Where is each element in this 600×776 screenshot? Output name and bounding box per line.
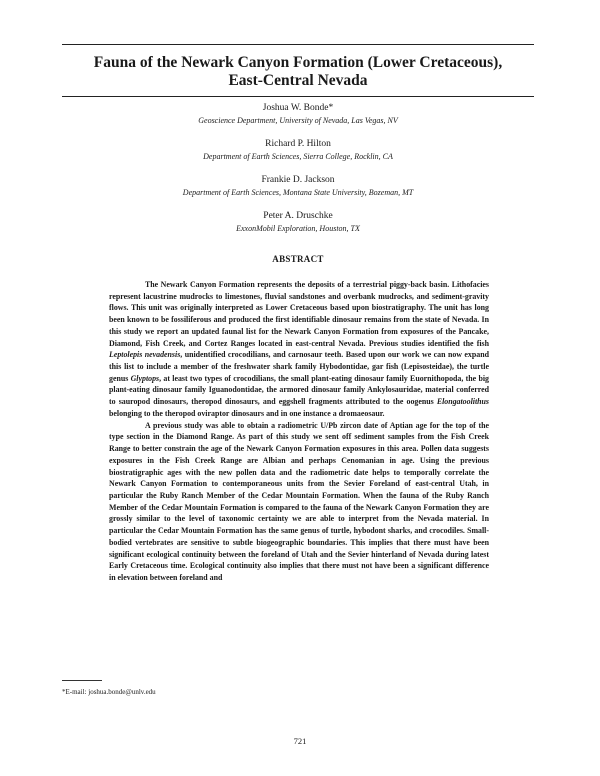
abstract-body bbox=[109, 279, 489, 584]
footnote-email: *E-mail: joshua.bonde@unlv.edu bbox=[62, 688, 156, 696]
footnote-rule bbox=[62, 680, 102, 681]
title-top-rule bbox=[62, 44, 534, 45]
author-name: Joshua W. Bonde* bbox=[262, 103, 334, 113]
abstract-text: The Newark Canyon Formation represents the deposits of a terrestrial piggy-back basin. Lithofacies represent lacustrine mudrocks to limestones, fluvial sandstones and overbank mudrocks, and sediment-gravity flows. This unit was originally interpreted as Lower Cretaceous based upon biostratigraphy. The unit has long been known to be fossiliferous and produced the first identifiable dinosaur remains from the state of Nevada. In this study we report an updated faunal list for the Newark Canyon Formation from exposures of the Pancake, Diamond, Fish Creek, and Cortez Ranges located in east-central Nevada. Previous studies identified the fish bbox=[109, 280, 489, 348]
author-affiliation: Geoscience Department, University of Nevada, Las Vegas, NV bbox=[198, 116, 398, 125]
taxon-name: Glyptops bbox=[130, 373, 160, 383]
page-number: 721 bbox=[293, 736, 307, 746]
author-name: Frankie D. Jackson bbox=[261, 175, 335, 185]
title-bottom-rule bbox=[62, 96, 534, 97]
abstract-text: belonging to the theropod oviraptor dinosaurs and in one instance a dromaeosaur. bbox=[109, 408, 385, 418]
abstract-paragraph-1 bbox=[109, 279, 489, 420]
taxon-name: Elongatoolithus bbox=[436, 397, 489, 407]
author-affiliation: Department of Earth Sciences, Sierra College, Rocklin, CA bbox=[203, 152, 393, 161]
title-line-2: East-Central Nevada bbox=[228, 72, 368, 89]
abstract-text: , at least two types of crocodilians, the small plant-eating dinosaur family Euornithopoda, the big plant-eating dinosaur family Iguanodontidae, the armored dinosaur family Ankylosauridae, material conferred to sauropod dinosaurs, theropod dinosaurs, and eggshell fragments attributed to the oogenus bbox=[109, 373, 489, 407]
author-name: Peter A. Druschke bbox=[263, 211, 333, 221]
taxon-name: Leptolepis nevadensis bbox=[109, 350, 181, 360]
author-name: Richard P. Hilton bbox=[265, 139, 331, 149]
abstract-text: , unidentified crocodilians, and carnosaur teeth. Based upon our work we can now expand this list to include a member of the freshwater shark family Hybodontidae, gar fish (Lepisosteidae), the turtle genus bbox=[109, 350, 489, 383]
abstract-paragraph-2: A previous study was able to obtain a radiometric U/Pb zircon date of Aptian age for the top of the type section in the Diamond Range. As part of this study we sent off sediment samples from the Fish Creek Range to better constrain the age of the Newark Canyon Formation exposures in this area. Pollen data suggests exposures in the Fish Creek Range are Albian and perhaps Cenomanian in age. Using the previous biostratigraphic ages with the new pollen data and the radiometric date helps to temporally correlate the Newark Canyon Formation to contemporaneous units from the Sevier Foreland of east-central Utah, in particular the Ruby Ranch Member of the Cedar Mountain Formation. When the fauna of the Ruby Ranch Member of the Cedar Mountain Formation is compared to the fauna of the Newark Canyon Formation they are grossly similar to the level of taxonomic certainty we are able to interpret from the Nevada material. In particular the Cedar Mountain Formation has the same genus of turtle, hybodont sharks, and crocodiles. Small-bodied vertebrates are sensitive to subtle biogeographic boundaries. This implies that there must have been significant ecological continuity between the foreland of Utah and the Sevier hinterland of Nevada during latest Early Cretaceous time. Ecological continuity also implies that there must not have been a significant difference in elevation between foreland and bbox=[109, 420, 489, 582]
abstract-heading: ABSTRACT bbox=[272, 254, 324, 264]
paper-title bbox=[62, 54, 534, 90]
title-line-1: Fauna of the Newark Canyon Formation (Lower Cretaceous), bbox=[93, 54, 503, 71]
author-affiliation: Department of Earth Sciences, Montana State University, Bozeman, MT bbox=[182, 188, 414, 197]
author-block bbox=[62, 100, 534, 246]
author-affiliation: ExxonMobil Exploration, Houston, TX bbox=[236, 224, 360, 233]
